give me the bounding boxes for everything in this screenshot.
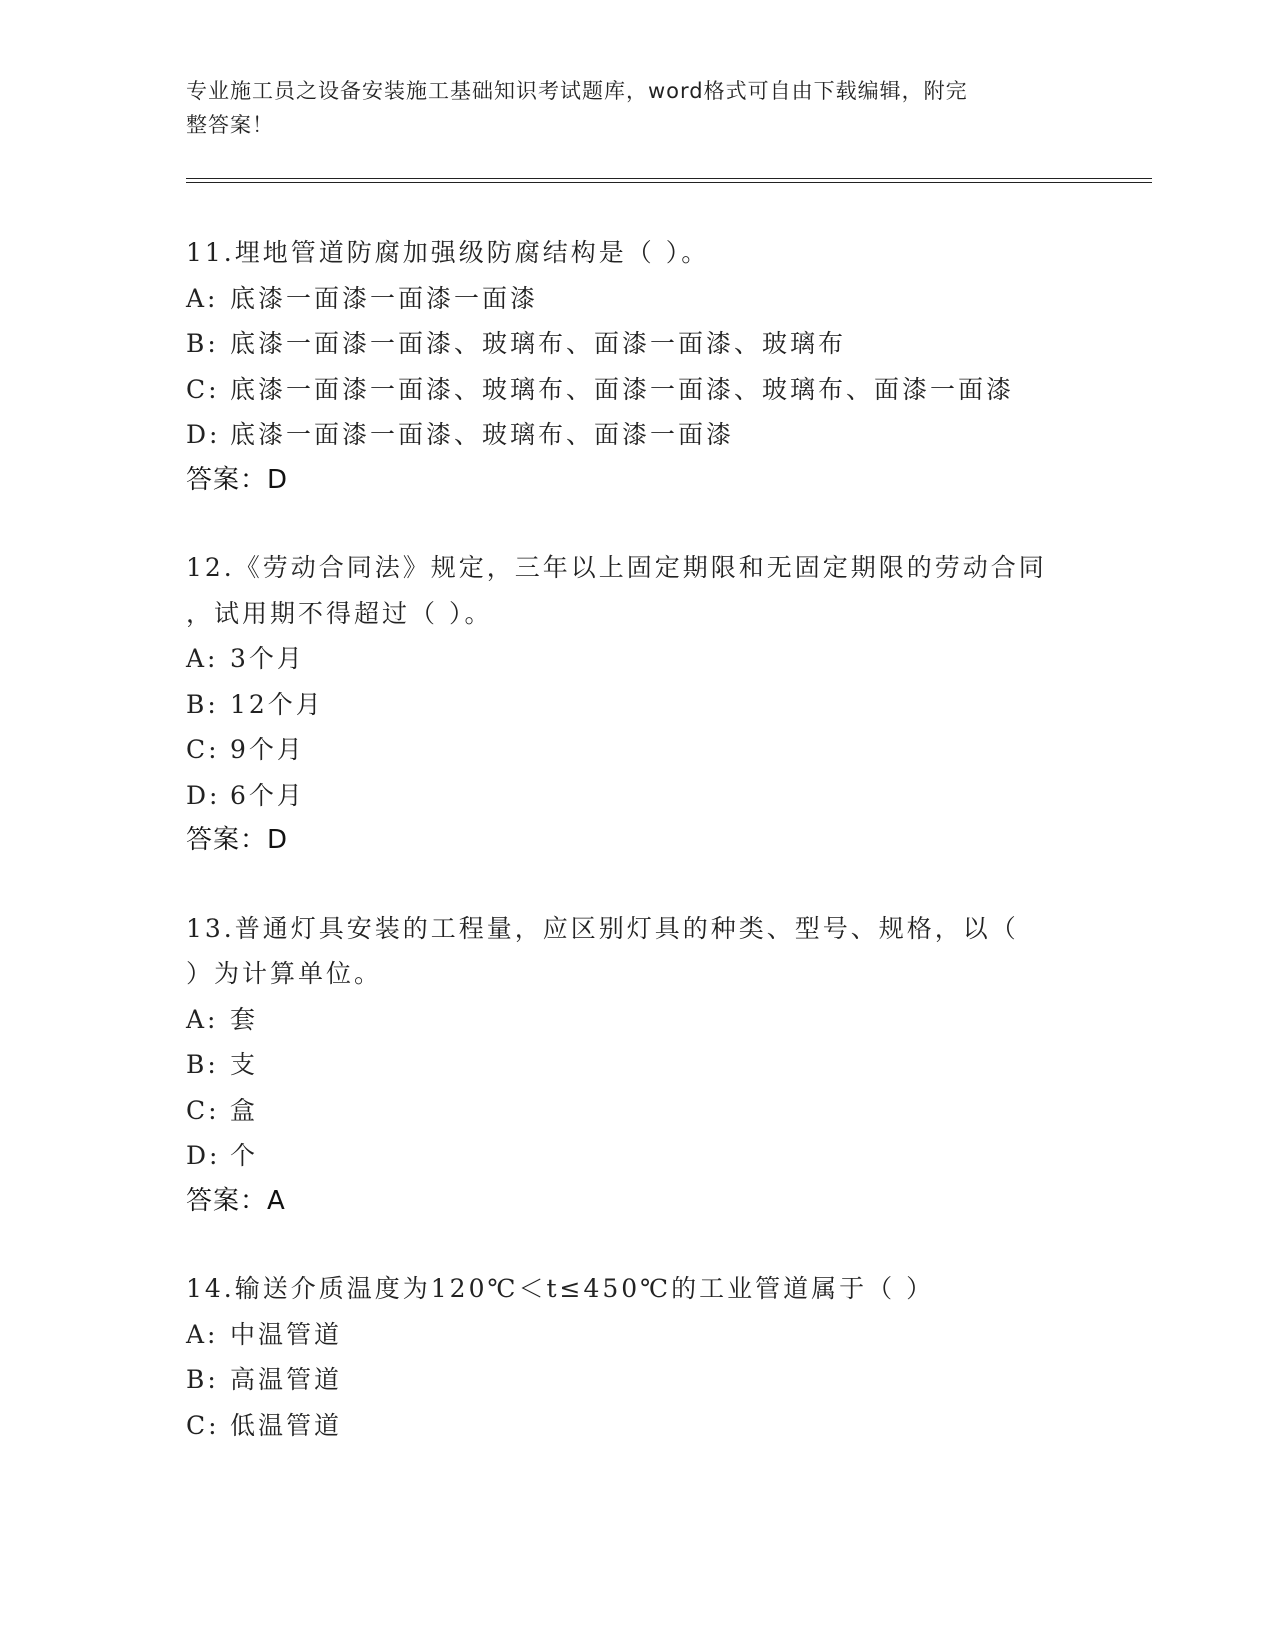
option-text: 3个月 — [230, 644, 305, 673]
option-key: D: — [186, 420, 221, 449]
option-key: D: — [186, 1141, 221, 1170]
option-text: 盒 — [230, 1095, 259, 1125]
option-key: B: — [186, 689, 219, 719]
question-text-line: 14.输送介质温度为120℃＜t≤450℃的工业管道属于（ ） — [186, 1274, 935, 1303]
header-divider-bottom — [186, 182, 1152, 183]
question-text-line: ）为计算单位。 — [186, 959, 383, 988]
question-11 — [186, 230, 1086, 503]
option-d — [186, 412, 1086, 458]
option-text: 底漆一面漆一面漆、玻璃布、面漆一面漆、玻璃布、面漆一面漆 — [230, 374, 1015, 404]
option-text: 底漆一面漆一面漆一面漆 — [230, 283, 539, 313]
question-number: 13. — [186, 913, 235, 943]
option-d — [186, 1133, 1086, 1179]
option-c — [186, 1088, 1086, 1134]
question-number: 12. — [186, 553, 235, 582]
document-header — [186, 74, 1066, 142]
option-d — [186, 773, 1086, 819]
question-12 — [186, 545, 1086, 864]
option-a — [186, 636, 1086, 682]
answer-value: A — [267, 1185, 286, 1216]
option-text: 9个月 — [230, 735, 305, 764]
answer-label: 答案： — [186, 825, 268, 855]
option-key: B: — [186, 1365, 219, 1394]
option-key: A: — [186, 1004, 219, 1034]
option-a — [186, 1312, 1086, 1358]
option-key: A: — [186, 644, 219, 673]
question-text-line: 13.普通灯具安装的工程量，应区别灯具的种类、型号、规格，以（ — [186, 913, 1019, 943]
question-number: 14. — [186, 1274, 235, 1303]
option-a — [186, 997, 1086, 1043]
question-list — [186, 230, 1086, 1490]
option-text: 底漆一面漆一面漆、玻璃布、面漆一面漆、玻璃布 — [230, 329, 847, 358]
option-text: 支 — [230, 1050, 259, 1079]
option-key: A: — [186, 1319, 219, 1349]
option-b — [186, 682, 1086, 728]
option-b — [186, 1357, 1086, 1403]
answer-label: 答案： — [186, 1185, 268, 1216]
answer-value: D — [267, 464, 289, 495]
answer-line — [186, 458, 1086, 504]
option-text: 6个月 — [230, 780, 305, 810]
option-b — [186, 321, 1086, 367]
option-key: B: — [186, 329, 219, 358]
question-13 — [186, 906, 1086, 1225]
option-key: A: — [186, 283, 219, 313]
question-text-line: 12.《劳动合同法》规定，三年以上固定期限和无固定期限的劳动合同 — [186, 553, 1047, 582]
option-key: C: — [186, 374, 220, 404]
question-number: 11. — [186, 238, 235, 267]
header-line-2: 整答案！ — [186, 113, 274, 137]
answer-value: D — [267, 825, 289, 855]
option-text: 高温管道 — [230, 1365, 343, 1394]
answer-line — [186, 1179, 1086, 1225]
question-14 — [186, 1266, 1086, 1448]
option-key: C: — [186, 735, 220, 764]
option-key: C: — [186, 1410, 220, 1440]
option-key: C: — [186, 1095, 220, 1125]
option-text: 12个月 — [230, 689, 324, 719]
option-text: 中温管道 — [230, 1319, 343, 1349]
question-text-line: 11.埋地管道防腐加强级防腐结构是（ ）。 — [186, 238, 710, 267]
question-text-line: ，试用期不得超过（ ）。 — [186, 598, 493, 628]
option-a — [186, 276, 1086, 322]
option-c — [186, 367, 1086, 413]
option-text: 个 — [230, 1141, 259, 1170]
option-key: B: — [186, 1050, 219, 1079]
option-b — [186, 1042, 1086, 1088]
option-c — [186, 727, 1086, 773]
option-text: 底漆一面漆一面漆、玻璃布、面漆一面漆 — [230, 420, 735, 449]
option-c — [186, 1403, 1086, 1449]
header-divider-top — [186, 178, 1152, 179]
header-line-1: 专业施工员之设备安装施工基础知识考试题库，word格式可自由下载编辑，附完 — [186, 79, 968, 103]
option-text: 低温管道 — [230, 1410, 343, 1440]
answer-line — [186, 818, 1086, 864]
option-key: D: — [186, 780, 221, 810]
answer-label: 答案： — [186, 464, 268, 495]
option-text: 套 — [230, 1004, 259, 1034]
